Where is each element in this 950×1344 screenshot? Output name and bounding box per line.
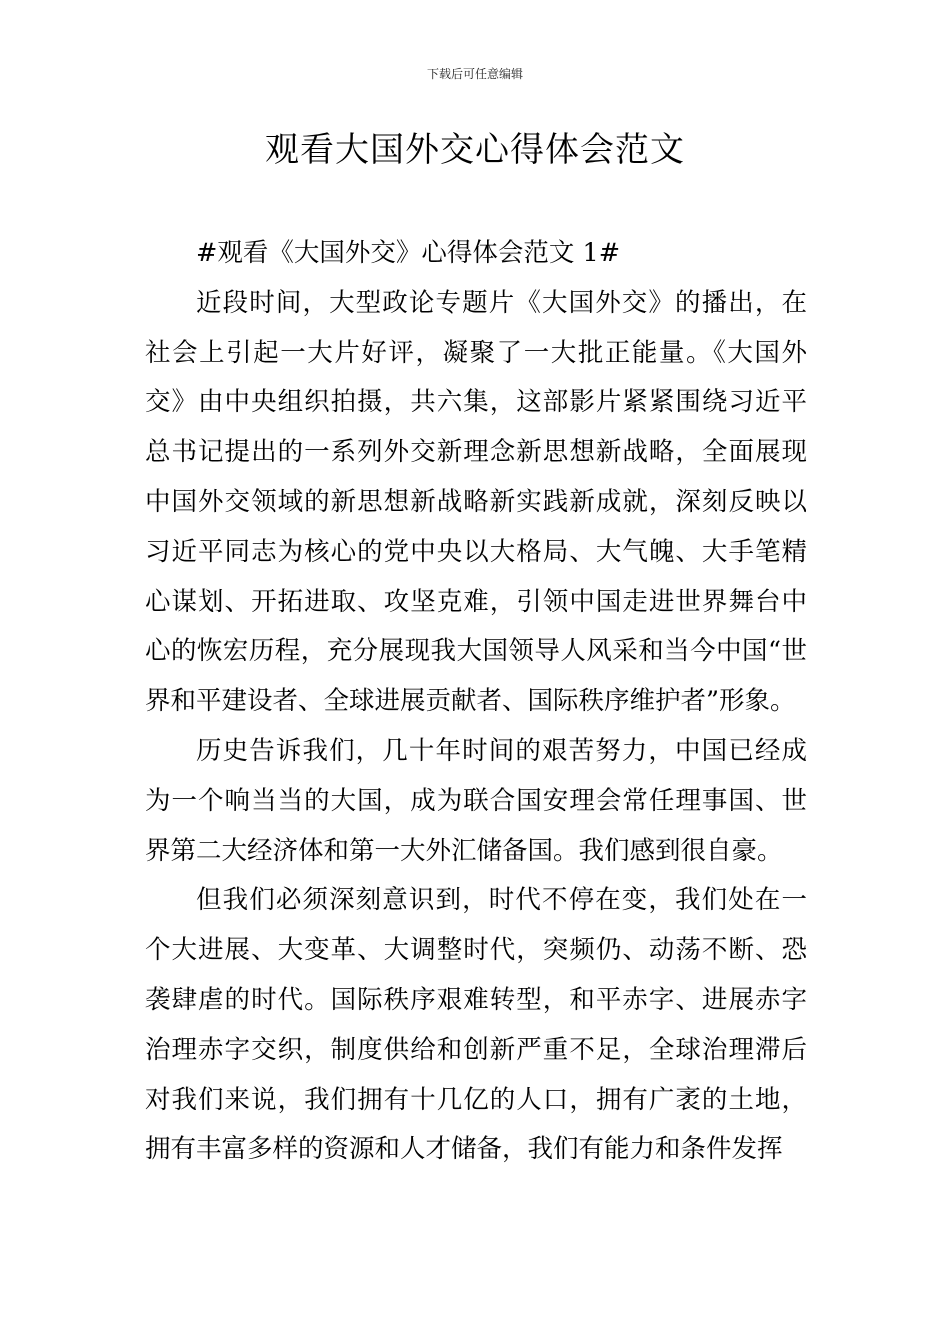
document-body	[145, 229, 807, 1175]
section-heading: #观看《大国外交》心得体会范文 1#	[196, 238, 621, 268]
paragraph-3: 但我们必须深刻意识到，时代不停在变，我们处在一个大进展、大变革、大调整时代，突频仍、动荡不断、恐袭肆虐的时代。国际秩序艰难转型，和平赤字、进展赤字治理赤字交织，制度供给和创新严重不足，全球治理滞后对我们来说，我们拥有十几亿的人口，拥有广袤的土地，拥有丰富多样的资源和人才储备，我们有能力和条件发挥	[145, 885, 807, 1165]
paragraph-2: 历史告诉我们，几十年时间的艰苦努力，中国已经成为一个响当当的大国，成为联合国安理会常任理事国、世界第二大经济体和第一大外汇储备国。我们感到很自豪。	[145, 735, 807, 866]
header-note: 下载后可任意编辑	[426, 67, 523, 81]
document-title: 观看大国外交心得体会范文	[265, 130, 685, 170]
paragraph-1: 近段时间，大型政论专题片《大国外交》的播出，在社会上引起一大片好评，凝聚了一大批正能量。《大国外交》由中央组织拍摄，共六集，这部影片紧紧围绕习近平总书记提出的一系列外交新理念新思想新战略，全面展现中国外交领域的新思想新战略新实践新成就，深刻反映以习近平同志为核心的党中央以大格局、大气魄、大手笔精心谋划、开拓进取、攻坚克难，引领中国走进世界舞台中心的恢宏历程，充分展现我大国领导人风采和当今中国“世界和平建设者、全球进展贡献者、国际秩序维护者”形象。	[145, 287, 807, 717]
